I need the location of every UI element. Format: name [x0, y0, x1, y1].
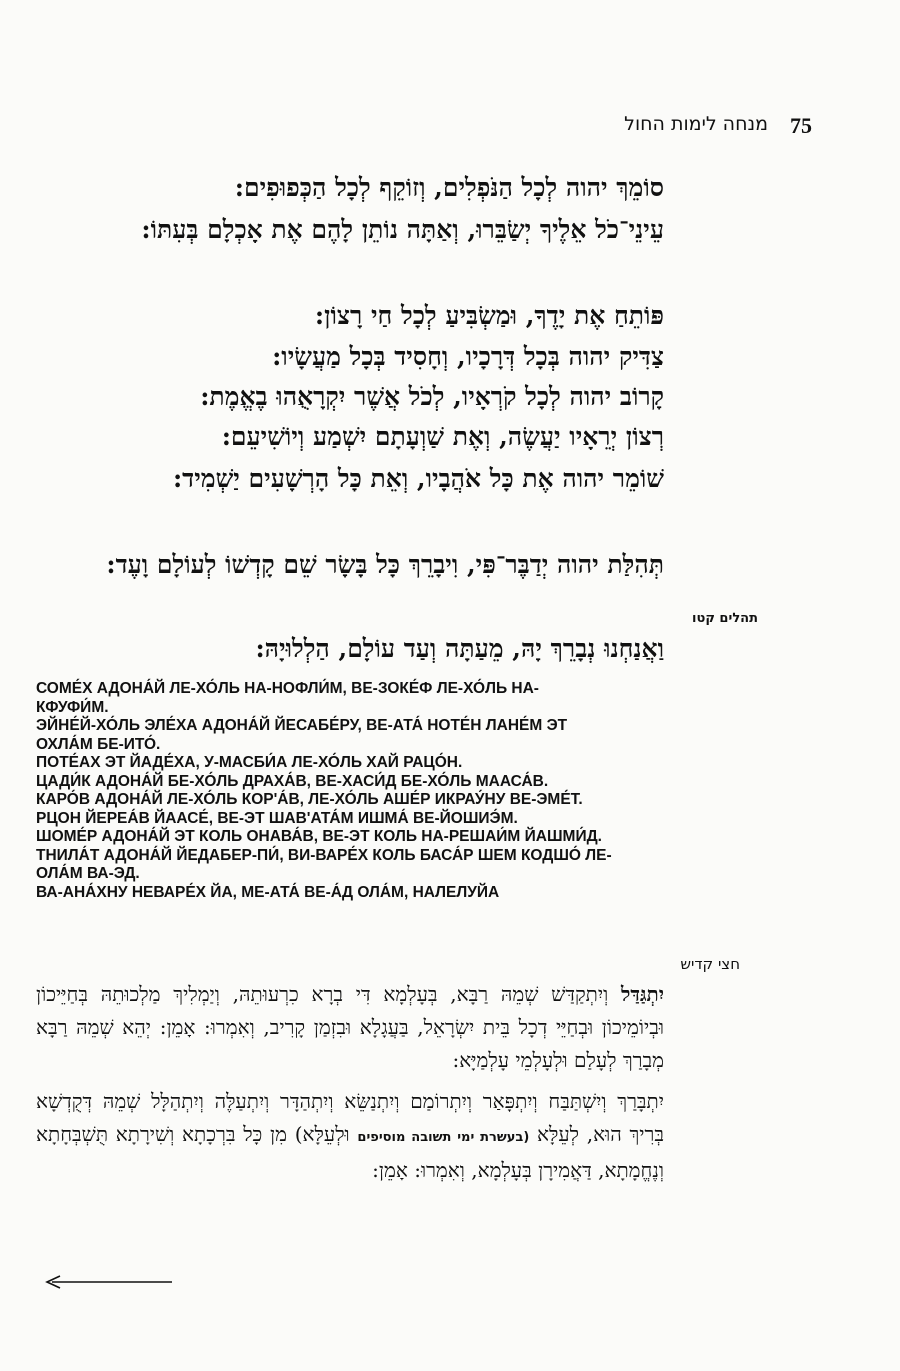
transliteration-line: ОЛА́М ВА-ЭД. — [36, 865, 140, 882]
kaddish-opening-word: יִתְגַּדַּל — [620, 982, 664, 1006]
kaddish-paragraph-text: וְיִתְקַדַּשׁ שְׁמֵהּ רַבָּא, בְּעָלְמָא דִּי בְרָא כִרְעוּתֵהּ, וְיַמְלִיךְ מַלְכוּתֵהּ בְּחַיֵּיכוֹן וּבְיוֹמֵיכוֹן וּבְחַיֵּי דְכָל בֵּית יִשְׂרָאֵל, בַּעֲגָלָא וּבִזְמַן קָרִיב, וְאִמְרוּ: אָמֵן: יְהֵא שְׁמֵהּ רַבָּא מְבָרַךְ לְעָלַם וּלְעָלְמֵי עָלְמַיָּא: — [36, 982, 664, 1072]
kaddish-paragraph-text: וּלְעֵלָּא) מִן כָּל בִּרְכָתָא וְשִׁירָתָא תֻּשְׁבְּחָתָא וְנֶחֱמָתָא, דַּאֲמִירָן בְּעָלְמָא, וְאִמְרוּ: אָמֵן: — [36, 1122, 664, 1182]
psalm-verse: וַאֲנַחְנוּ נְבָרֵךְ יָהּ, מֵעַתָּה וְעַד עוֹלָם, הַלְלוּיָהּ: — [255, 634, 664, 663]
kaddish-paragraph-text: יִתְבָּרַךְ וְיִשְׁתַּבַּח וְיִתְפָּאַר וְיִתְרוֹמַם וְיִתְנַשֵּׂא וְיִתְהַדָּר וְיִתְעַלֶּה וְיִתְהַלָּל שְׁמֵהּ דְּקֻדְשָׁא בְּרִיךְ הוּא, לְעֵלָּא — [36, 1089, 664, 1146]
psalm-verse: צַדִּיק יהוה בְּכָל דְּרָכָיו, וְחָסִיד בְּכָל מַעֲשָׂיו: — [272, 342, 664, 371]
transliteration-line: СОМЕ́Х АДОНА́Й ЛЕ-ХО́ЛЬ HА-НОФЛИ́М, ВЕ-ЗОКЕ́Ф ЛЕ-ХО́ЛЬ HА- — [36, 680, 539, 697]
transliteration-line: КАРО́В АДОНА́Й ЛЕ-ХО́ЛЬ КОР'А́В, ЛЕ-ХО́ЛЬ АШЕ́Р ИКРАУ́HУ ВЕ-ЭМЕ́Т. — [36, 791, 583, 808]
psalm-verse: סוֹמֵךְ יהוה לְכָל הַנֹּפְלִים, וְזוֹקֵף לְכָל הַכְּפוּפִים: — [234, 173, 664, 202]
psalm-text — [36, 168, 664, 669]
transliteration-line: ТHИЛА́Т АДОНА́Й ЙЕДАБЕР-ПИ́, ВИ-ВАРЕ́Х КОЛЬ БАСА́Р ШЕМ КОДШО́ ЛЕ- — [36, 846, 612, 864]
transliteration-line: РЦОН ЙЕРЕА́В ЙААСЕ́, ВЕ-ЭТ ШАВ'АТА́М ИШМА́ ВЕ-ЙОШИЭ́М. — [36, 809, 518, 827]
psalm-verse: תְּהִלַּת יהוה יְדַבֶּר־פִּי, וִיבָרֵךְ כָּל בָּשָׂר שֵׁם קָדְשׁוֹ לְעוֹלָם וָעֶד: — [106, 550, 664, 579]
section-title: חצי קדיש — [680, 955, 740, 973]
margin-reference: תהלים קטו — [692, 611, 758, 626]
kaddish-paragraph — [36, 1085, 664, 1187]
transliteration-line: ЦАДИ́К АДОНА́Й БЕ-ХО́ЛЬ ДРАХА́В, ВЕ-ХАСИ́Д БЕ-ХО́ЛЬ МААСА́В. — [36, 772, 549, 790]
left-arrow-icon — [44, 1274, 174, 1290]
kaddish-text — [36, 978, 664, 1187]
kaddish-paragraph — [36, 978, 664, 1077]
transliteration-line: ЭЙНЕ́Й-ХО́ЛЬ ЭЛЕ́ХА АДОНА́Й ЙЕСАБЕ́РУ, ВЕ-АТА́ НОТЕ́Н ЛАHЕ́М ЭТ — [36, 717, 568, 734]
psalm-verse: שׁוֹמֵר יהוה אֶת כָּל אֹהֲבָיו, וְאֵת כָּל הָרְשָׁעִים יַשְׁמִיד: — [172, 464, 664, 493]
transliteration-line: ОХЛА́М БЕ-ИТО́. — [36, 735, 161, 753]
running-head: מנחה לימות החול — [624, 113, 768, 135]
transliteration-line: ПОТЕ́АХ ЭТ ЙАДЕ́ХА, У-МАСБИ́А ЛЕ-ХО́ЛЬ ХАЙ РАЦО́Н. — [36, 754, 463, 771]
insertion-note: (בעשרת ימי תשובה מוסיפים — [357, 1130, 530, 1145]
transliteration-line: ВА-АНА́ХНУ НЕВАРЕ́Х ЙА, МЕ-АТА́ ВЕ-А́Д ОЛА́М, HАЛЕЛУЙА — [36, 883, 500, 901]
psalm-verse: פּוֹתֵחַ אֶת יָדֶךָ, וּמַשְׂבִּיעַ לְכָל חַי רָצוֹן: — [314, 301, 664, 330]
psalm-verse: קָרוֹב יהוה לְכָל קֹרְאָיו, לְכֹל אֲשֶׁר יִקְרָאֻהוּ בֶאֱמֶת: — [200, 382, 664, 411]
page-number: 75 — [790, 113, 812, 138]
transliteration — [36, 680, 672, 902]
transliteration-line: КФУФИ́М. — [36, 698, 109, 716]
transliteration-line: ШОМЕ́Р АДОНА́Й ЭТ КОЛЬ ОHАВА́В, ВЕ-ЭТ КОЛЬ HА-РЕШАИ́М ЙАШМИ́Д. — [36, 828, 602, 845]
psalm-verse: רְצוֹן יְרֵאָיו יַעֲשֶׂה, וְאֶת שַׁוְעָתָם יִשְׁמַע וְיוֹשִׁיעֵם: — [221, 422, 664, 451]
psalm-verse: עֵינֵי־כֹל אֵלֶיךָ יְשַׂבֵּרוּ, וְאַתָּה נוֹתֵן לָהֶם אֶת אָכְלָם בְּעִתּוֹ: — [141, 215, 664, 244]
